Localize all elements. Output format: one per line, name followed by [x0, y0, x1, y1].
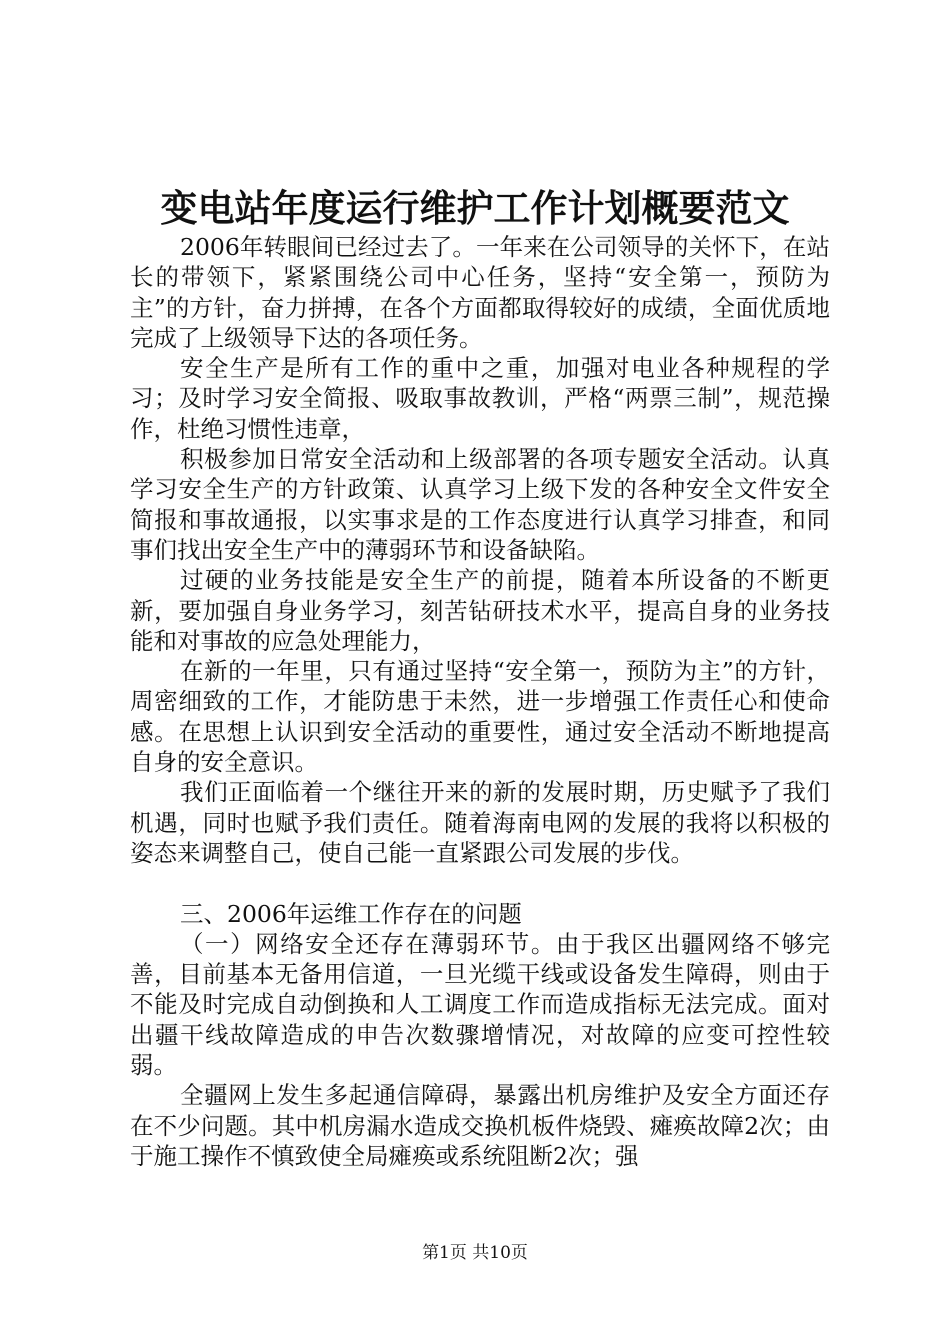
paragraph: 在新的一年里，只有通过坚持“安全第一，预防为主”的方针，周密细致的工作，才能防患于未然，进一步增强工作责任心和使命感。在思想上认识到安全活动的重要性，通过安全活动不断地提高自身的安全意识。 — [130, 657, 830, 777]
paragraph: 我们正面临着一个继往开来的新的发展时期，历史赋予了我们机遇，同时也赋予我们责任。随着海南电网的发展的我将以积极的姿态来调整自己，使自己能一直紧跟公司发展的步伐。 — [130, 778, 830, 867]
section-heading: 三、2006年运维工作存在的问题 — [180, 899, 522, 928]
paragraph: 积极参加日常安全活动和上级部署的各项专题安全活动。认真学习安全生产的方针政策、认真学习上级下发的各种安全文件安全简报和事故通报，以实事求是的工作态度进行认真学习排查，和同事们找出安全生产中的薄弱环节和设备缺陷。 — [130, 445, 830, 564]
paragraph: 安全生产是所有工作的重中之重，加强对电业各种规程的学习；及时学习安全简报、吸取事故教训，严格“两票三制”，规范操作，杜绝习惯性违章， — [130, 354, 830, 443]
paragraph: （一）网络安全还存在薄弱环节。由于我区出疆网络不够完善，目前基本无备用信道，一旦光缆干线或设备发生障碍，则由于不能及时完成自动倒换和人工调度工作而造成指标无法完成。面对出疆干线故障造成的申告次数骤增情况，对故障的应变可控性较弱。 — [130, 929, 830, 1080]
paragraph: 过硬的业务技能是安全生产的前提，随着本所设备的不断更新，要加强自身业务学习，刻苦钻研技术水平，提高自身的业务技能和对事故的应急处理能力， — [130, 566, 830, 655]
paragraph: 全疆网上发生多起通信障碍，暴露出机房维护及安全方面还存在不少问题。其中机房漏水造成交换机板件烧毁、瘫痪故障2次；由于施工操作不慎致使全局瘫痪或系统阻断2次；强 — [130, 1081, 830, 1170]
page-footer: 第1页 共10页 — [422, 1243, 528, 1263]
paragraph: 2006年转眼间已经过去了。一年来在公司领导的关怀下，在站长的带领下，紧紧围绕公司中心任务，坚持“安全第一，预防为主”的方针，奋力拼搏，在各个方面都取得较好的成绩，全面优质地完成了上级领导下达的各项任务。 — [130, 233, 830, 352]
blank-line — [130, 868, 830, 898]
document-title: 变电站年度运行维护工作计划概要范文 — [160, 186, 790, 230]
document-body — [130, 232, 830, 1171]
